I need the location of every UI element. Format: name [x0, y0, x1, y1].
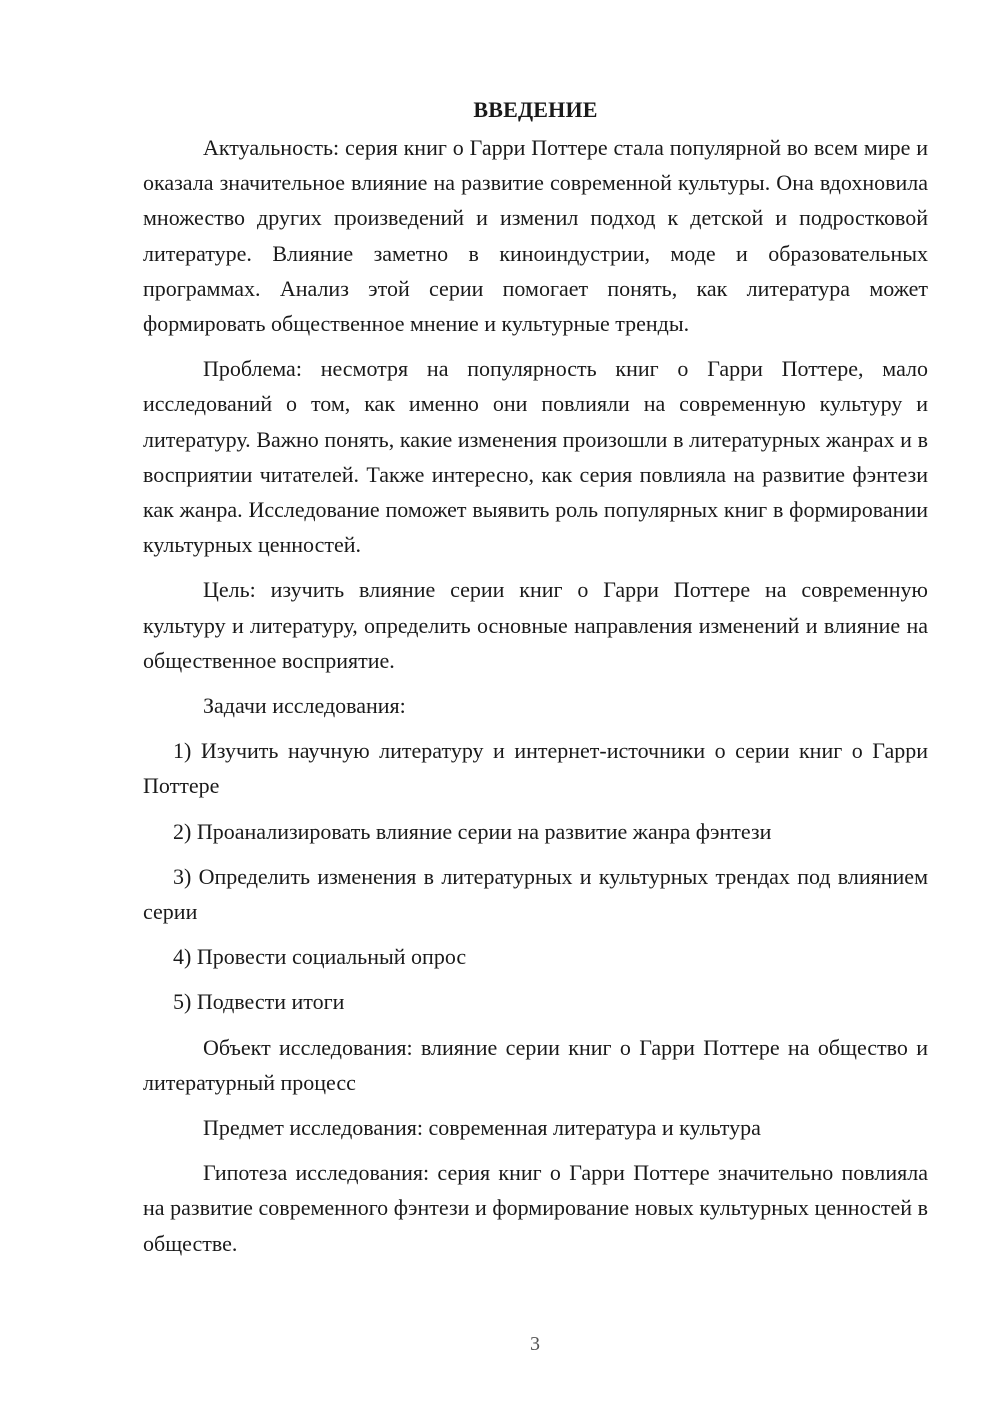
subject-paragraph: Предмет исследования: современная литература и культура [203, 1115, 761, 1141]
object-paragraph: Объект исследования: влияние серии книг о Гарри Поттере на общество и литературный процесс [143, 1034, 928, 1095]
task-item-2: 2) Проанализировать влияние серии на развитие жанра фэнтези [173, 818, 772, 844]
task-item-5: 5) Подвести итоги [173, 989, 345, 1015]
document-page [143, 92, 928, 1271]
task-item-1: 1) Изучить научную литературу и интернет-источники о серии книг о Гарри Поттере [143, 738, 928, 799]
problem-paragraph: Проблема: несмотря на популярность книг о Гарри Поттере, мало исследований о том, как именно они повлияли на современную культуру и литературу. Важно понять, какие изменения произошли в литературных жанрах и в восприятии читателей. Также интересно, как серия повлияла на развитие фэнтези как жанра. Исследование поможет выявить роль популярных книг в формировании культурных ценностей. [143, 356, 928, 558]
tasks-title: Задачи исследования: [203, 693, 406, 719]
task-item-3: 3) Определить изменения в литературных и культурных трендах под влиянием серии [143, 863, 928, 925]
task-item-4: 4) Провести социальный опрос [173, 944, 467, 970]
goal-paragraph: Цель: изучить влияние серии книг о Гарри Поттере на современную культуру и литературу, определить основные направления изменений и влияние на общественное восприятие. [143, 577, 928, 673]
page-number: 3 [530, 1333, 540, 1355]
relevance-paragraph: Актуальность: серия книг о Гарри Поттере стала популярной во всем мире и оказала значительное влияние на развитие современной культуры. Она вдохновила множество других произведений и изменил подход к детской и подростковой литературе. Влияние заметно в киноиндустрии, моде и образовательных программах. Анализ этой серии помогает понять, как литература может формировать общественное мнение и культурные тренды. [143, 135, 928, 337]
hypothesis-paragraph: Гипотеза исследования: серия книг о Гарри Поттере значительно повлияла на развитие современного фэнтези и формирование новых культурных ценностей в обществе. [143, 1160, 928, 1256]
page-title: ВВЕДЕНИЕ [473, 97, 598, 122]
